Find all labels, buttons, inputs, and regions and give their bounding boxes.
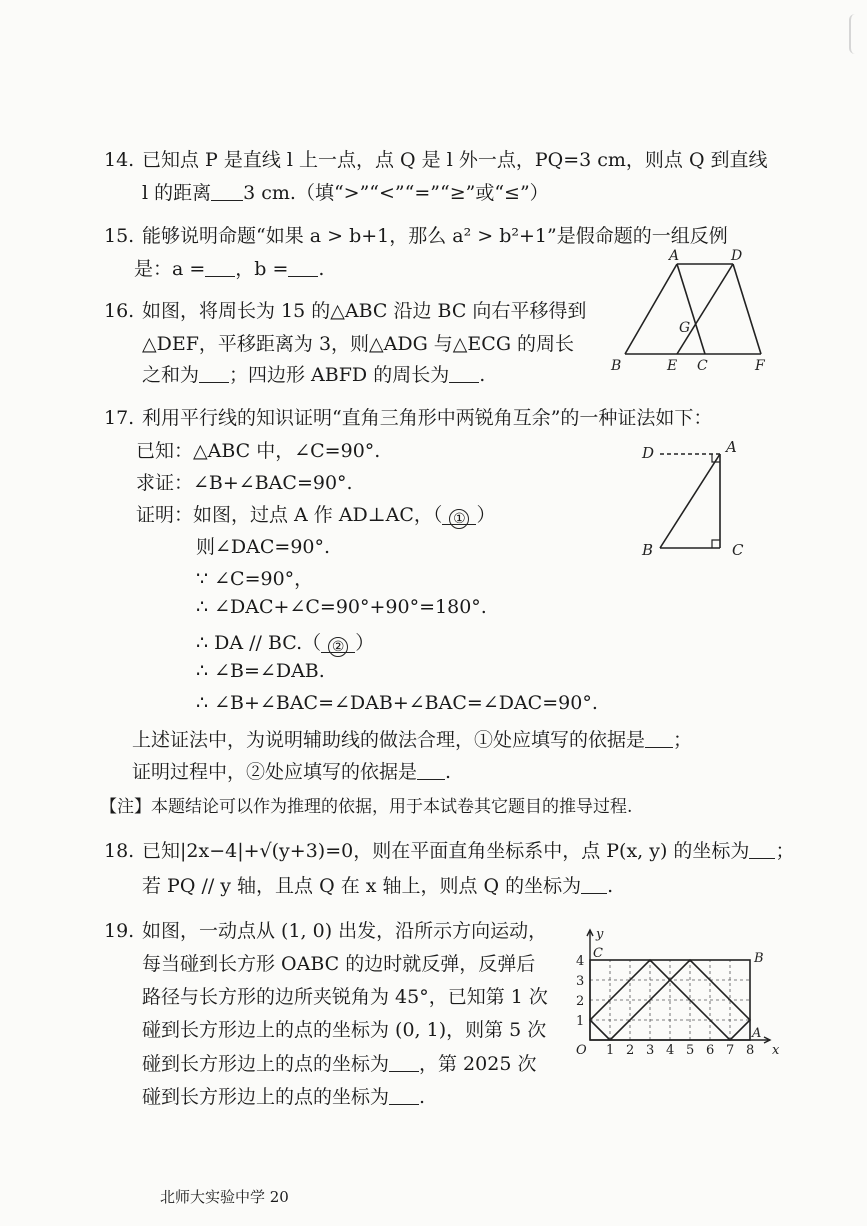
q17-number: 17. [104,407,135,429]
q16-text3c: . [479,364,486,386]
q19-grid-figure [568,910,778,1070]
q16-translation-figure [605,250,775,380]
x-tick-label: 1 [606,1043,615,1058]
q17-mark-2: ② [328,637,348,657]
q18-text2-end: . [607,875,614,897]
q19-line6 [142,1082,425,1109]
q16-text3b: ；四边形 ABFD 的周长为 [229,364,450,386]
q19-line2: 每当碰到长方形 OABC 的边时就反弹，反弹后 [142,953,536,975]
q19-text6b: . [419,1086,426,1108]
q17-prove: 求证：∠B+∠BAC=90°. [136,472,353,494]
q16-line1 [104,296,586,323]
q17-step4-line [196,628,374,655]
x-tick-label: 6 [706,1043,715,1058]
q17-step2: ∵ ∠C=90°， [196,568,314,590]
q15-line1 [104,221,728,248]
q17-proof-a: 证明：如图，过点 A 作 AD⊥AC，（ [136,504,443,526]
q19-text5b: ，第 2025 次 [419,1053,537,1075]
q19-text5a: 碰到长方形边上的点的坐标为 [142,1053,390,1075]
q17-label-a: A [726,438,737,456]
q17-step5: ∴ ∠B=∠DAB. [196,660,325,682]
q19-line5 [142,1049,536,1076]
q19-2025th-blank[interactable] [389,1086,419,1105]
q17-label-b: B [642,541,654,559]
x-tick-label: 3 [646,1043,655,1058]
q18-text1: 已知|2x−4|+√(y+3)=0，则在平面直角坐标系中，点 P(x, y) 的坐标为 [142,840,750,862]
q17-blank-1[interactable] [442,506,476,525]
q19-text6a: 碰到长方形边上的点的坐标为 [142,1086,390,1108]
q17-right-triangle-figure [640,440,760,560]
q14-line1 [104,145,768,172]
q17-proof-b: ） [476,504,496,526]
q17-step4-a: ∴ DA // BC.（ [196,632,322,654]
q15-number: 15. [104,225,135,247]
q16-line3 [142,360,485,387]
q19-line4: 碰到长方形边上的点的坐标为 (0, 1)，则第 5 次 [142,1019,547,1041]
q16-label-d: D [731,248,743,264]
q16-text1: 如图，将周长为 15 的△ABC 沿边 BC 向右平移得到 [142,300,587,322]
q15-text1: 能够说明命题“如果 a > b+1，那么 a² > b²+1”是假命题的一组反例 [142,225,728,247]
q17-mark-1: ① [449,509,469,529]
q16-segment-ab [625,264,677,354]
q18-line1 [104,836,794,863]
y-tick-label: 2 [576,994,585,1009]
q16-label-e: E [667,358,678,374]
q17-label-c: C [732,541,744,559]
q17-step3: ∴ ∠DAC+∠C=90°+90°=180°. [196,596,487,618]
q14-text1: 已知点 P 是直线 l 上一点，点 Q 是 l 外一点，PQ=3 cm，则点 Q 到直线 [142,149,768,171]
q15-line2 [134,254,324,281]
x-axis-label: x [772,1043,780,1058]
x-tick-label: 5 [686,1043,695,1058]
q19-line3: 路径与长方形的边所夹锐角为 45°，已知第 1 次 [142,986,548,1008]
q17-q2-text: 证明过程中，②处应填写的依据是 [132,761,418,783]
q16-label-g: G [679,320,691,336]
q15-a-blank[interactable] [205,258,235,277]
q17-step6: ∴ ∠B+∠BAC=∠DAB+∠BAC=∠DAC=90°. [196,692,598,714]
y-axis-label: y [596,927,604,942]
q14-text2a: l 的距离 [142,182,212,204]
q14-text2b: 3 cm.（填“>”“<”“=”“≥”或“≤”） [243,182,549,204]
q16-abfd-perimeter-blank[interactable] [449,364,479,383]
q15-text2c: . [318,258,325,280]
q17-q2-end: . [445,761,452,783]
q16-label-c: C [697,358,708,374]
q19-text1: 如图，一动点从 (1, 0) 出发，沿所示方向运动， [142,920,548,942]
q17-note: 【注】本题结论可以作为推理的依据，用于本试卷其它题目的推导过程. [100,797,633,817]
y-tick-label: 3 [576,974,585,989]
q17-step1: 则∠DAC=90°. [196,536,331,558]
q19-number: 19. [104,920,135,942]
q16-label-f: F [755,358,765,374]
q16-text2: △DEF，平移距离为 3，则△ADG 与△ECG 的周长 [142,333,575,355]
q17-question-line1 [132,725,692,752]
q17-proof-line [136,500,495,527]
q16-segment-de [677,264,733,354]
q16-number: 16. [104,300,135,322]
point-c-label: C [593,946,603,961]
x-tick-label: 8 [746,1043,755,1058]
q17-step4-b: ） [355,632,375,654]
q17-q1-end: ； [673,729,693,751]
point-b-label: B [754,951,764,966]
q15-text2a: 是：a = [134,258,206,280]
q16-segment-df [733,264,761,354]
origin-label: O [576,1043,587,1058]
q17-intro: 利用平行线的知识证明“直角三角形中两锐角互余”的一种证法如下： [142,407,713,429]
q19-line1 [104,916,547,943]
q19-fifth-blank[interactable] [389,1053,419,1072]
q17-question-line2 [132,757,451,784]
q16-segment-ac [677,264,705,354]
q15-text2b: ，b = [235,258,289,280]
y-tick-label: 1 [576,1014,585,1029]
q15-b-blank[interactable] [288,258,318,277]
q17-answer-blank-1[interactable] [645,729,673,748]
q18-text2: 若 PQ // y 轴，且点 Q 在 x 轴上，则点 Q 的坐标为 [142,875,582,897]
page-edge-mark [849,14,861,54]
q17-segment-ab [660,454,720,548]
q18-text1-end: ； [775,840,795,862]
page-footer: 北师大实验中学 20 [160,1188,289,1206]
q14-answer-blank[interactable] [211,182,243,201]
q16-label-b: B [611,358,622,374]
q16-perimeter-sum-blank[interactable] [199,364,229,383]
q17-right-angle-c [712,540,720,548]
q18-q-blank[interactable] [581,875,607,894]
q17-answer-blank-2[interactable] [417,761,445,780]
x-tick-label: 7 [726,1043,735,1058]
q16-line2 [142,329,574,356]
q18-line2 [142,871,613,898]
x-tick-label: 2 [626,1043,635,1058]
q18-p-blank[interactable] [749,840,775,859]
q17-q1-text: 上述证法中，为说明辅助线的做法合理，①处应填写的依据是 [132,729,646,751]
q17-blank-2[interactable] [321,634,355,653]
point-a-label: A [752,1026,762,1041]
q14-line2 [142,178,549,205]
q17-line-intro [104,403,712,430]
q18-number: 18. [104,840,135,862]
q17-given: 已知：△ABC 中，∠C=90°. [136,440,381,462]
q17-label-d: D [642,444,655,462]
y-tick-label: 4 [576,954,585,969]
x-tick-label: 4 [666,1043,675,1058]
q14-number: 14. [104,149,135,171]
q16-text3a: 之和为 [142,364,200,386]
q16-label-a: A [669,248,680,264]
